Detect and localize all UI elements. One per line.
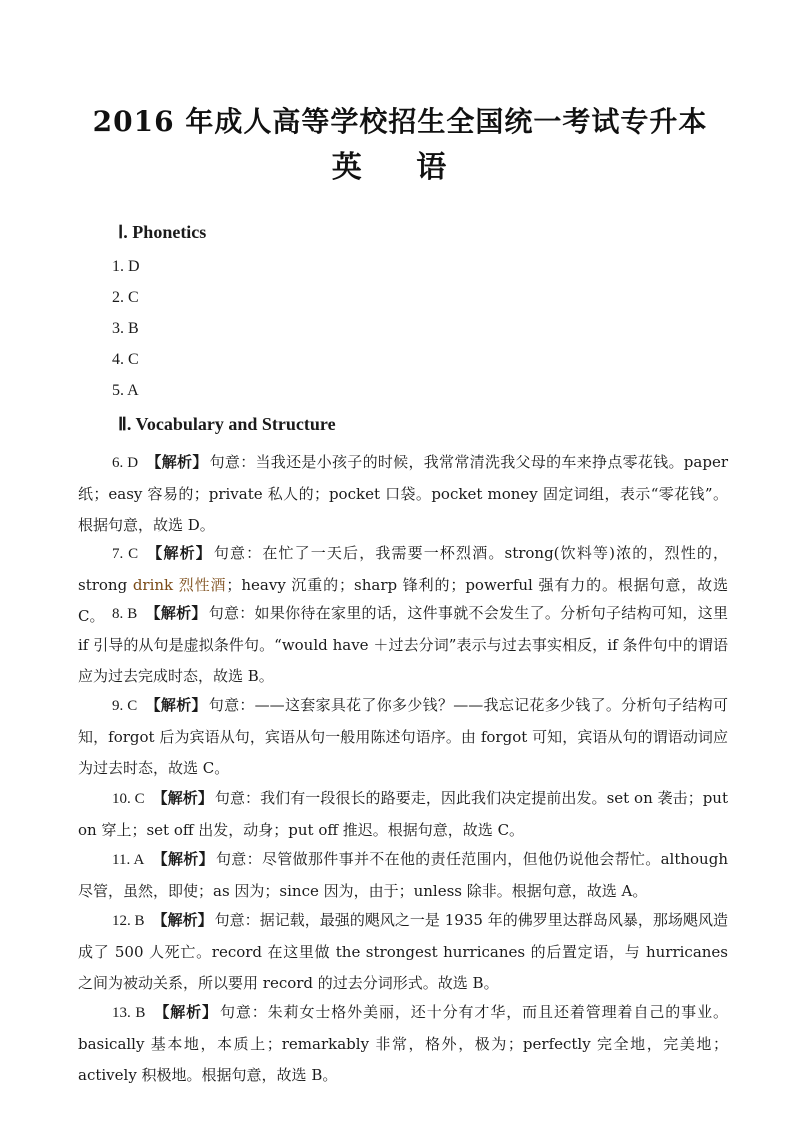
analysis-tag: 【解析】 — [145, 604, 207, 622]
item-number: 10. C — [112, 791, 145, 807]
analysis-tag: 【解析】 — [145, 696, 207, 714]
item-number: 12. B — [112, 913, 145, 929]
section-heading-phonetics: Ⅰ. Phonetics — [118, 222, 207, 242]
item-number: 9. C — [112, 698, 138, 714]
item-text: 句意：尽管做那件事并不在他的责任范围内，但他仍说他会帮忙。although 尽管，虽然，即使；as 因为；since 因为，由于；unless 除非。根据句意，故选 A。 — [78, 850, 728, 900]
item-text: 句意：朱莉女士格外美丽，还十分有才华，而且还着管理着自己的事业。basically 基本地，本质上；remarkably 非常，格外，极为；perfectly 完全地，完美地；actively 积极地。根据句意，故选 B。 — [78, 1003, 728, 1084]
analysis-tag: 【解析】 — [146, 544, 212, 562]
highlighted-text: drink 烈性酒 — [132, 576, 227, 594]
explanation-item-12 — [78, 905, 728, 999]
item-number: 11. A — [112, 852, 145, 868]
answer-2: 2. C — [112, 289, 139, 306]
item-text: 句意：——这套家具花了你多少钱？——我忘记花多少钱了。分析句子结构可知，forgot 后为宾语从句，宾语从句一般用陈述句语序。由 forgot 可知，宾语从句的谓语动词应为过去时态，故选 C。 — [78, 696, 728, 777]
analysis-tag: 【解析】 — [152, 911, 213, 929]
exam-title: 2016 年成人高等学校招生全国统一考试专升本 — [92, 105, 708, 138]
answer-3: 3. B — [112, 320, 139, 337]
answer-5: 5. A — [112, 382, 139, 399]
explanation-item-8 — [78, 598, 728, 692]
item-number: 8. B — [112, 606, 138, 622]
explanation-item-11 — [78, 844, 728, 907]
subject-title: 英 语 — [331, 150, 469, 185]
analysis-tag: 【解析】 — [146, 453, 208, 471]
explanation-item-9 — [78, 690, 728, 784]
item-number: 7. C — [112, 546, 139, 562]
item-text: 句意：当我还是小孩子的时候，我常常清洗我父母的车来挣点零花钱。paper 纸；easy 容易的；private 私人的；pocket 口袋。pocket money 固定词组，表示“零花钱”。根据句意，故选 D。 — [78, 453, 728, 534]
explanation-item-6 — [78, 447, 728, 541]
analysis-tag: 【解析】 — [152, 789, 213, 807]
item-number: 6. D — [112, 455, 139, 471]
item-text: 句意：据记载，最强的飓风之一是 1935 年的佛罗里达群岛风暴，那场飓风造成了 500 人死亡。record 在这里做 the strongest hurricanes 的后置定语，与 hurricanes 之间为被动关系，所以要用 record 的过去分词形式。故选 B。 — [78, 911, 728, 992]
explanation-item-13 — [78, 997, 728, 1091]
analysis-tag: 【解析】 — [153, 1003, 218, 1021]
explanation-item-10 — [78, 783, 728, 846]
item-text: 句意：我们有一段很长的路要走，因此我们决定提前出发。set on 袭击；put on 穿上；set off 出发，动身；put off 推迟。根据句意，故选 C。 — [78, 789, 728, 839]
item-text: 句意：如果你待在家里的话，这件事就不会发生了。分析句子结构可知，这里 if 引导的从句是虚拟条件句。“would have ＋过去分词”表示与过去事实相反，if 条件句中的谓语应为过去完成时态，故选 B。 — [78, 604, 728, 685]
analysis-tag: 【解析】 — [152, 850, 214, 868]
item-text: ；heavy 沉重的；sharp 锋利的；powerful 强有力的。根据句意，故选 C。 — [78, 576, 728, 625]
item-text: 句意：在忙了一天后，我需要一杯烈酒。strong(饮料等)浓的，烈性的，strong — [78, 544, 728, 594]
answer-4: 4. C — [112, 351, 139, 368]
section-heading-vocabulary: Ⅱ. Vocabulary and Structure — [118, 414, 336, 434]
item-number: 13. B — [112, 1005, 146, 1021]
answer-1: 1. D — [112, 258, 140, 275]
